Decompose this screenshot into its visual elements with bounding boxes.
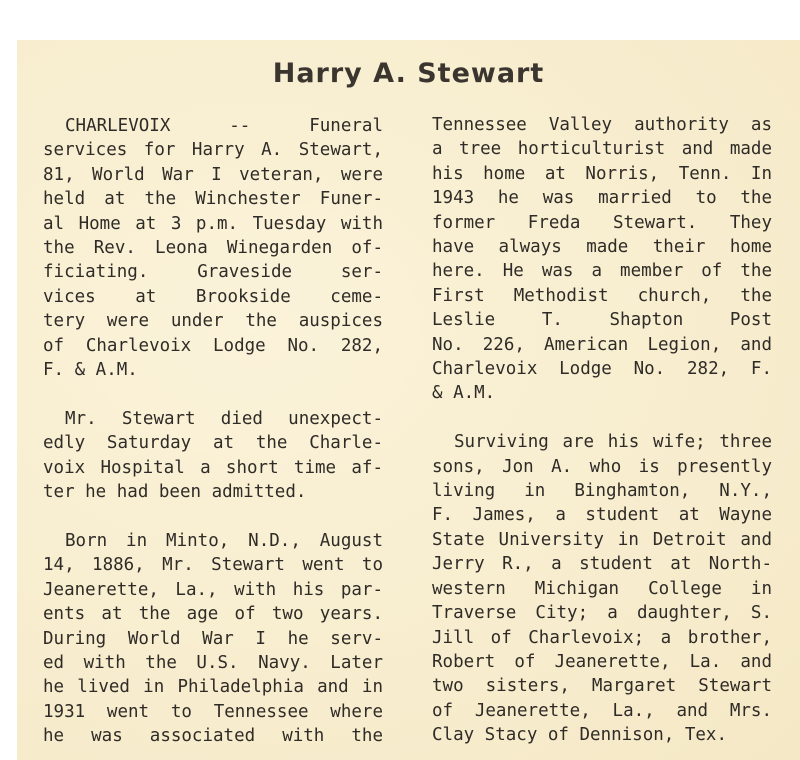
text-line: here. He was a member of the: [432, 261, 772, 282]
text-line: his home at Norris, Tenn. In: [432, 163, 772, 184]
text-line: Born in Minto, N.D., August: [65, 530, 383, 551]
text-line: edly Saturday at the Charle-: [43, 433, 383, 454]
text-line: al Home at 3 p.m. Tuesday with: [43, 213, 383, 234]
text-line: of Jeanerette, La., and Mrs.: [432, 700, 772, 721]
text-line: two sisters, Margaret Stewart: [432, 676, 772, 697]
obituary-paragraph: [43, 114, 383, 382]
newspaper-clipping: [17, 40, 800, 760]
text-line: of Charlevoix Lodge No. 282,: [43, 335, 383, 356]
text-line: Leslie T. Shapton Post: [432, 310, 772, 331]
text-line: vices at Brookside ceme-: [43, 286, 383, 307]
text-line: Robert of Jeanerette, La. and: [432, 651, 772, 672]
text-line: Mr. Stewart died unexpect-: [65, 408, 383, 429]
text-line: sons, Jon A. who is presently: [432, 456, 772, 477]
text-line: & A.M.: [432, 383, 496, 404]
text-line: Tennessee Valley authority as: [432, 115, 772, 135]
text-line: During World War I he serv-: [43, 628, 383, 649]
left-column: [43, 114, 383, 749]
obituary-paragraph: [432, 430, 772, 747]
text-line: ter he had been admitted.: [43, 482, 307, 503]
paragraph-gap: [43, 382, 383, 406]
text-line: tery were under the auspices: [43, 311, 383, 332]
text-line: F. & A.M.: [43, 360, 138, 381]
text-line: Surviving are his wife; three: [454, 432, 772, 453]
text-line: have always made their home: [432, 237, 772, 258]
text-line: ents at the age of two years.: [43, 604, 383, 625]
text-line: Charlevoix Lodge No. 282, F.: [432, 359, 772, 380]
text-line: F. James, a student at Wayne: [432, 505, 772, 526]
text-line: living in Binghamton, N.Y.,: [432, 481, 772, 502]
right-column: [432, 113, 772, 748]
text-line: 1943 he was married to the: [432, 188, 772, 209]
text-line: State University in Detroit and: [432, 529, 772, 550]
text-line: 81, World War I veteran, were: [43, 164, 383, 185]
text-line: Clay Stacy of Dennison, Tex.: [432, 725, 728, 746]
text-line: Jill of Charlevoix; a brother,: [432, 627, 772, 648]
text-line: CHARLEVOIX -- Funeral: [65, 116, 383, 136]
text-line: 1931 went to Tennessee where: [43, 701, 383, 722]
text-line: former Freda Stewart. They: [432, 212, 772, 233]
text-line: Jerry R., a student at North-: [432, 554, 772, 575]
text-line: he lived in Philadelphia and in: [43, 677, 383, 698]
obituary-paragraph: [432, 113, 772, 406]
text-line: voix Hospital a short time af-: [43, 457, 383, 478]
text-line: he was associated with the: [43, 726, 383, 747]
obituary-paragraph: [43, 407, 383, 505]
text-line: 14, 1886, Mr. Stewart went to: [43, 555, 383, 576]
text-line: ed with the U.S. Navy. Later: [43, 652, 383, 673]
text-line: Jeanerette, La., with his par-: [43, 579, 383, 600]
text-line: ficiating. Graveside ser-: [43, 262, 383, 283]
obituary-paragraph: [43, 529, 383, 749]
text-line: Traverse City; a daughter, S.: [432, 603, 772, 624]
text-line: held at the Winchester Funer-: [43, 189, 383, 210]
text-line: a tree horticulturist and made: [432, 139, 772, 160]
text-line: the Rev. Leona Winegarden of-: [43, 238, 383, 259]
obituary-headline: Harry A. Stewart: [272, 58, 545, 89]
text-line: services for Harry A. Stewart,: [43, 140, 383, 161]
text-line: No. 226, American Legion, and: [432, 334, 772, 355]
paragraph-gap: [432, 406, 772, 430]
text-line: First Methodist church, the: [432, 285, 772, 306]
paragraph-gap: [43, 504, 383, 528]
text-line: western Michigan College in: [432, 578, 772, 599]
